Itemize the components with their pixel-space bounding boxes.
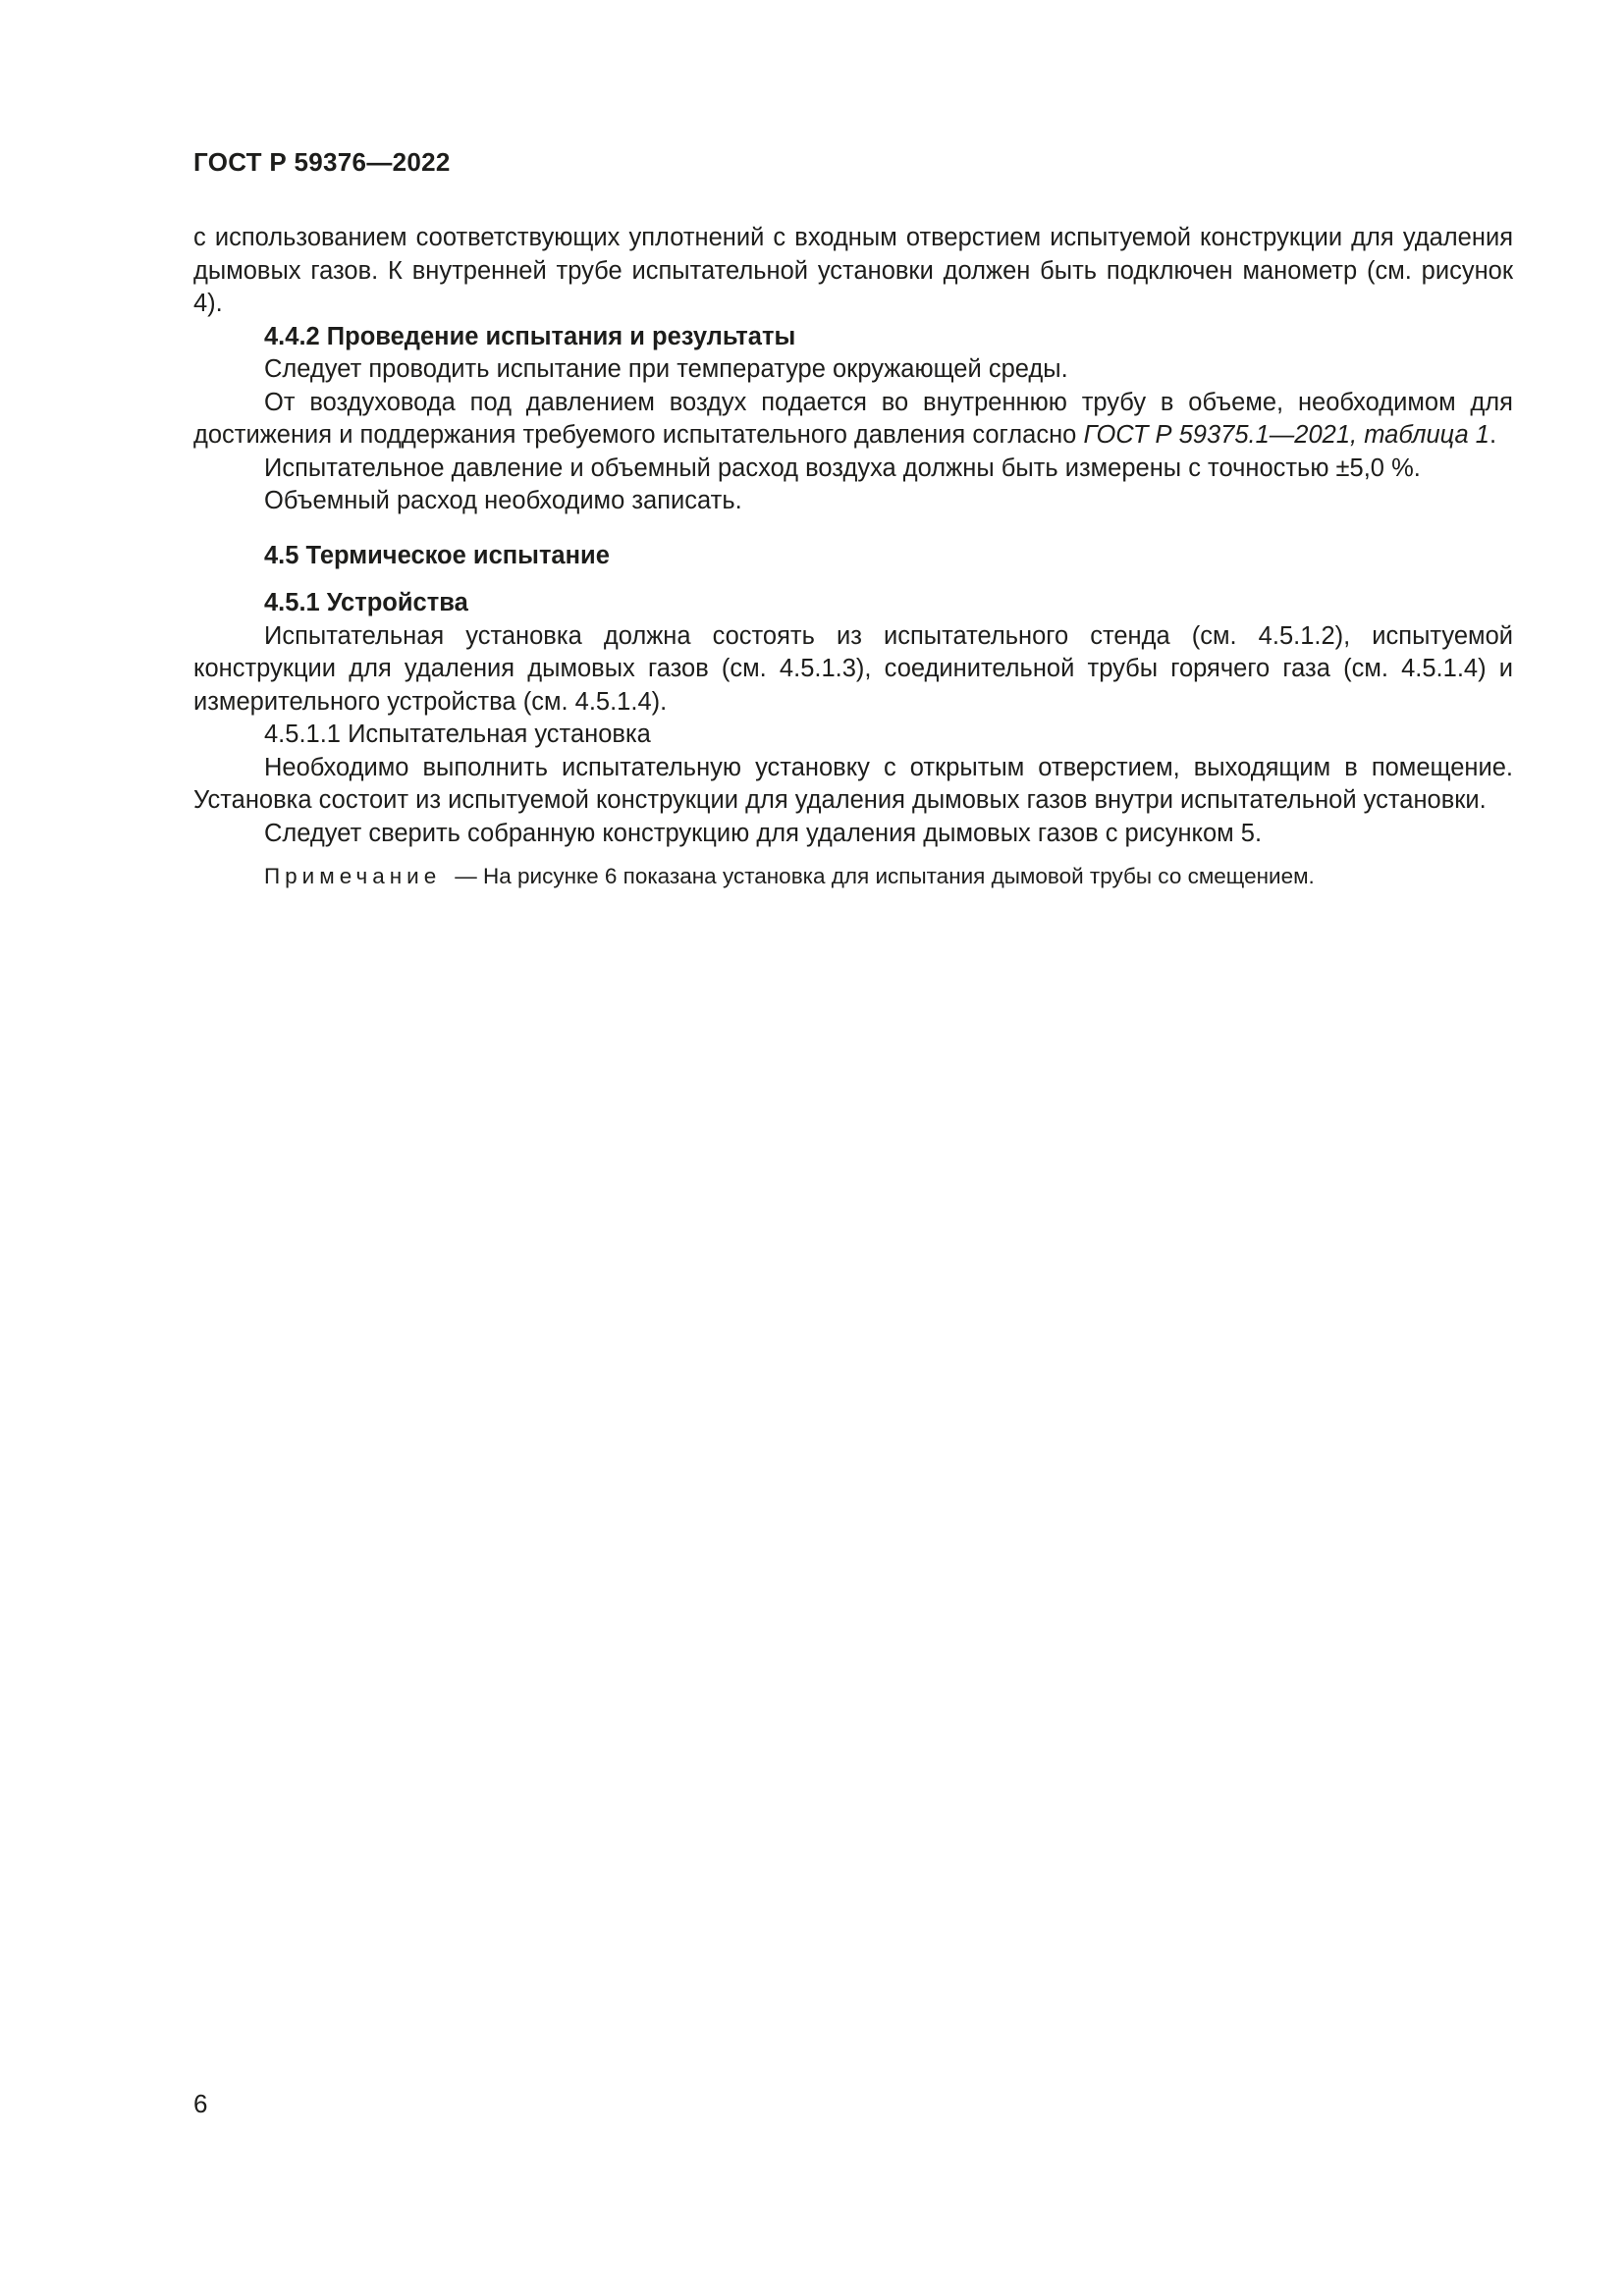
paragraph-air-supply-text: От воздуховода под давлением воздух подается во внутреннюю трубу в объеме, необходимом для достижения и поддержания требуемого испытательного давления согласно (193, 388, 1513, 449)
section-4-5-heading: 4.5 Термическое испытание (264, 541, 610, 569)
paragraph-air-supply-end: . (1489, 421, 1497, 449)
section-4-5-1-heading: 4.5.1 Устройства (264, 589, 468, 616)
paragraph-measurement-accuracy: Испытательное давление и объемный расход воздуха должны быть измерены с точностью ±5,0 %. (264, 454, 1421, 482)
note-text: — На рисунке 6 показана установка для испытания дымовой трубы со смещением. (455, 864, 1315, 888)
section-4-5-1-1-heading: 4.5.1.1 Испытательная установка (264, 721, 651, 748)
paragraph-record-flow: Объемный расход необходимо записать. (264, 487, 742, 514)
paragraph-ambient-temperature: Следует проводить испытание при температуре окружающей среды. (264, 355, 1068, 383)
paragraph-air-supply (193, 387, 1513, 453)
note (193, 862, 1513, 891)
paragraph-test-rig-composition: Испытательная установка должна состоять из испытательного стенда (см. 4.5.1.2), испытуемой конструкции для удаления дымовых газов (см. 4.5.1.3), соединительной трубы горячего газа (см. 4.5.1.4) и измерительного устройства (см. 4.5.1.4). (193, 621, 1513, 716)
standard-reference: ГОСТ Р 59375.1—2021, таблица 1 (1083, 421, 1489, 449)
paragraph-open-opening-setup: Необходимо выполнить испытательную установку с открытым отверстием, выходящим в помещение. Установка состоит из испытуемой конструкции для удаления дымовых газов внутри испытательной установки. (193, 753, 1513, 814)
document-body (193, 222, 1513, 891)
document-code-header: ГОСТ Р 59376—2022 (193, 147, 451, 177)
paragraph-continuation: с использованием соответствующих уплотнений с входным отверстием испытуемой конструкции для удаления дымовых газов. К внутренней трубе испытательной установки должен быть подключен манометр (см. рисунок 4). (193, 224, 1513, 317)
page-number: 6 (193, 2089, 208, 2118)
paragraph-verify-figure-5: Следует сверить собранную конструкцию для удаления дымовых газов с рисунком 5. (264, 819, 1263, 847)
section-4-4-2-heading: 4.4.2 Проведение испытания и результаты (264, 322, 796, 350)
note-label: Примечание (264, 864, 442, 888)
